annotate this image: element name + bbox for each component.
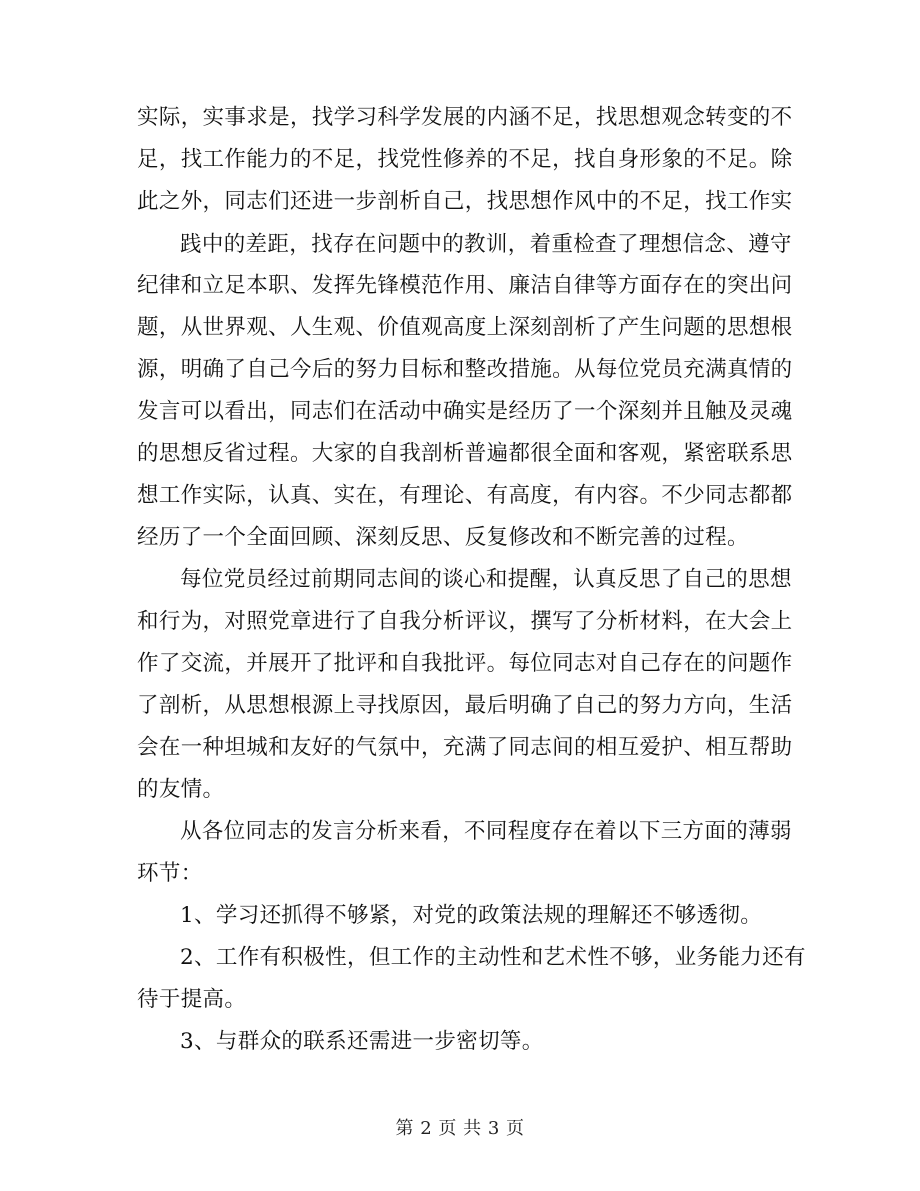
page-footer: 第 2 页 共 3 页 bbox=[395, 1118, 525, 1139]
list-item-line: 3、与群众的联系还需进一步密切等。 bbox=[180, 1029, 544, 1054]
paragraph-line: 实际，实事求是，找学习科学发展的内涵不足，找思想观念转变的不 bbox=[137, 105, 793, 130]
paragraph-line: 足，找工作能力的不足，找党性修养的不足，找自身形象的不足。除 bbox=[137, 147, 793, 172]
paragraph-line: 发言可以看出，同志们在活动中确实是经历了一个深刻并且触及灵魂 bbox=[137, 399, 793, 424]
paragraph-line: 的思想反省过程。大家的自我剖析普遍都很全面和客观，紧密联系思 bbox=[137, 441, 793, 466]
paragraph-line: 践中的差距，找存在问题中的教训，着重检查了理想信念、遵守 bbox=[180, 232, 792, 257]
list-item-line: 待于提高。 bbox=[137, 987, 247, 1012]
paragraph-line: 和行为，对照党章进行了自我分析评议，撰写了分析材料，在大会上 bbox=[137, 609, 793, 634]
paragraph-line: 经历了一个全面回顾、深刻反思、反复修改和不断完善的过程。 bbox=[137, 525, 749, 550]
paragraph-line: 每位党员经过前期同志间的谈心和提醒，认真反思了自己的思想 bbox=[180, 567, 792, 592]
paragraph-line: 想工作实际，认真、实在，有理论、有高度，有内容。不少同志都都 bbox=[137, 483, 793, 508]
paragraph-line: 纪律和立足本职、发挥先锋模范作用、廉洁自律等方面存在的突出问 bbox=[137, 273, 793, 298]
paragraph-line: 从各位同志的发言分析来看，不同程度存在着以下三方面的薄弱 bbox=[180, 819, 792, 844]
paragraph-line: 会在一种坦城和友好的气氛中，充满了同志间的相互爱护、相互帮助 bbox=[137, 735, 793, 760]
paragraph-line: 作了交流，并展开了批评和自我批评。每位同志对自己存在的问题作 bbox=[137, 651, 793, 676]
paragraph-line: 了剖析，从思想根源上寻找原因，最后明确了自己的努力方向，生活 bbox=[137, 693, 793, 718]
paragraph-line: 题，从世界观、人生观、价值观高度上深刻剖析了产生问题的思想根 bbox=[137, 315, 793, 340]
list-item-line: 1、学习还抓得不够紧，对党的政策法规的理解还不够透彻。 bbox=[180, 903, 763, 928]
paragraph-line: 的友情。 bbox=[137, 777, 225, 802]
list-item-line: 2、工作有积极性，但工作的主动性和艺术性不够，业务能力还有 bbox=[180, 945, 806, 970]
paragraph-line: 源，明确了自己今后的努力目标和整改措施。从每位党员充满真情的 bbox=[137, 357, 793, 382]
paragraph-line: 此之外，同志们还进一步剖析自己，找思想作风中的不足，找工作实 bbox=[137, 189, 793, 214]
paragraph-line: 环节： bbox=[137, 861, 203, 886]
